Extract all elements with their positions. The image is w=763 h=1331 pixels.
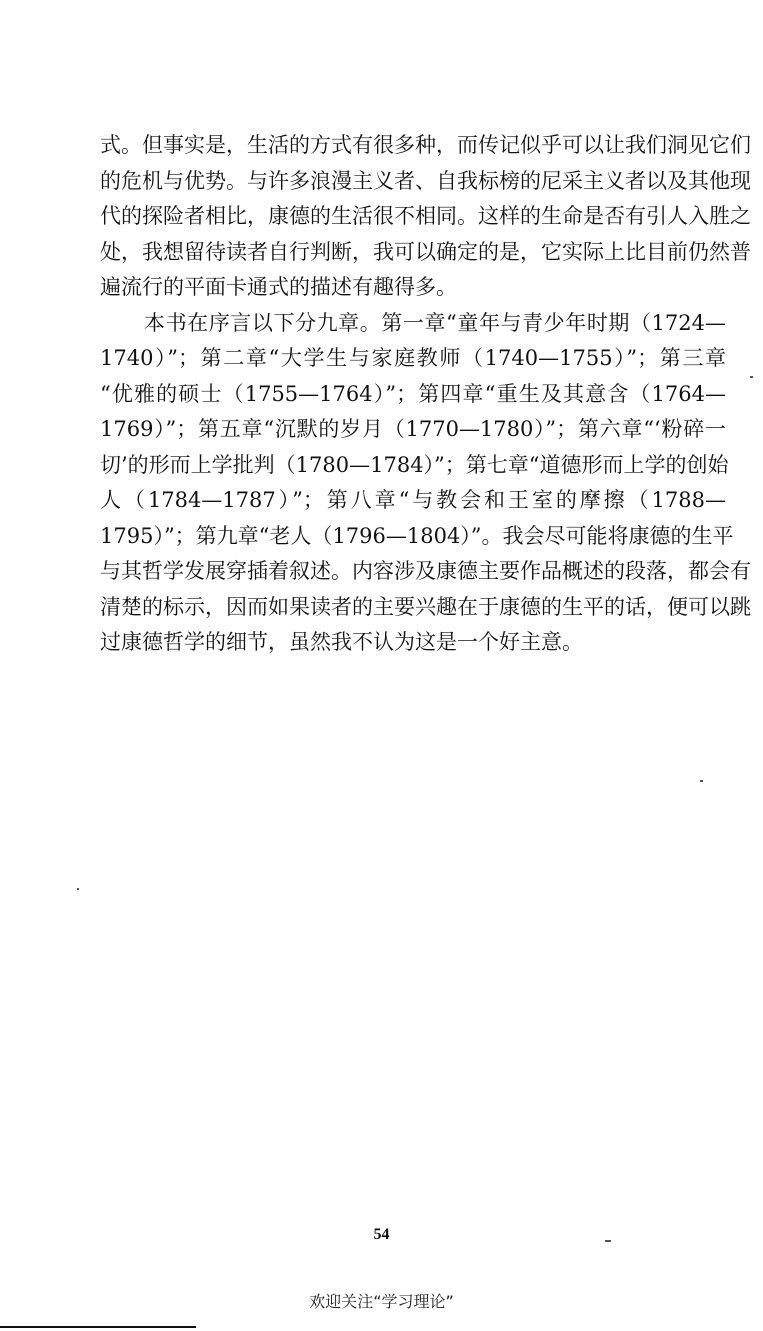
text-line: 清楚的标示，因而如果读者的主要兴趣在于康德的生平的话，便可以跳 <box>100 594 751 619</box>
text-line: 代的探险者相比，康德的生活很不相同。这样的生命是否有引人入胜之 <box>100 204 751 228</box>
text-line: 切’的形而上学批判（1780—1784）”；第七章“道德形而上学的创始 <box>100 452 729 477</box>
text-line: 与其哲学发展穿插着叙述。内容涉及康德主要作品概述的段落，都会有 <box>100 559 751 583</box>
page-number: 54 <box>373 1226 390 1243</box>
text-line: 1769）”；第五章“沉默的岁月（1770—1780）”；第六章“‘粉碎一 <box>100 417 726 441</box>
text-line: 人（1784—1787）”；第八章“与教会和王室的摩擦（1788— <box>100 488 726 512</box>
text-line: 1740）”；第二章“大学生与家庭教师（1740—1755）”；第三章 <box>100 346 726 370</box>
text-line: 过康德哲学的细节，虽然我不认为这是一个好主意。 <box>100 630 583 654</box>
text-line: 式。但事实是，生活的方式有很多种，而传记似乎可以让我们洞见它们 <box>100 133 751 157</box>
text-line: 遍流行的平面卡通式的描述有趣得多。 <box>100 275 457 299</box>
scan-speck <box>750 376 753 378</box>
scan-speck <box>605 1240 611 1242</box>
text-line: “优雅的硕士（1755—1764）”；第四章“重生及其意含（1764— <box>100 381 726 406</box>
scan-speck <box>77 888 79 890</box>
bottom-rule <box>0 1326 196 1328</box>
footer-note: 欢迎关注“学习理论” <box>309 1292 454 1311</box>
text-line: 处，我想留待读者自行判断，我可以确定的是，它实际上比目前仍然普 <box>100 239 751 264</box>
text-line: 1795）”；第九章“老人（1796—1804）”。我会尽可能将康德的生平 <box>100 523 734 548</box>
text-line: 的危机与优势。与许多浪漫主义者、自我标榜的尼采主义者以及其他现 <box>100 168 751 193</box>
body-text <box>100 128 751 661</box>
paragraph-first-line: 本书在序言以下分九章。第一章“童年与青少年时期（1724— <box>144 310 726 335</box>
scan-speck <box>700 780 703 782</box>
